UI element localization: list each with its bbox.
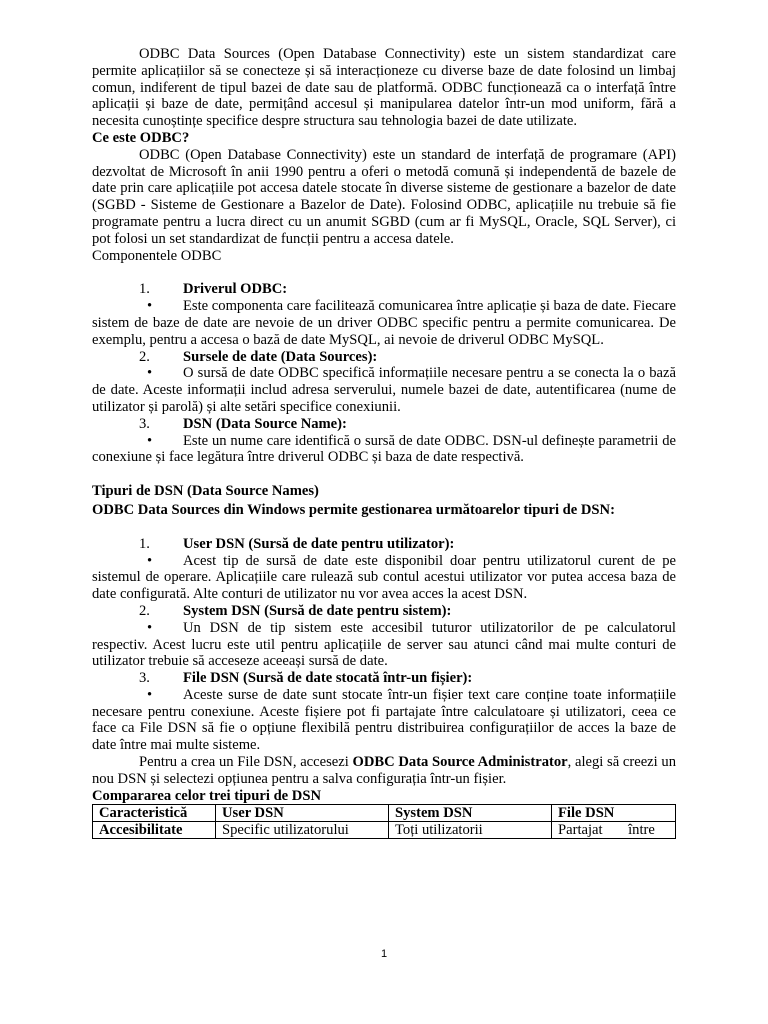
table-header-cell: System DSN bbox=[389, 805, 552, 822]
component-3-title: 3. DSN (Data Source Name): bbox=[139, 415, 347, 432]
page-number: 1 bbox=[380, 948, 388, 960]
file-dsn-paragraph: Pentru a crea un File DSN, accesezi ODBC Data Source Administrator, alegi să creezi un nou DSN și selectezi opțiunea pentru a salva configurația într-un fișier. bbox=[92, 754, 676, 787]
dsn-type-3-text: • Aceste surse de date sunt stocate într-un fișier text care conține toate informațiile necesare pentru conexiune. Aceste fișiere pot fi partajate între calculatoare și utilizatori, ceea ce face ca File DSN să fie o opțiune flexibilă pentru distribuirea configurațiilor de acces la baze de date între mai multe sisteme. bbox=[92, 686, 676, 754]
component-2-title: 2. Sursele de date (Data Sources): bbox=[139, 348, 378, 365]
dsn-types-heading: Tipuri de DSN (Data Source Names) bbox=[92, 483, 319, 500]
components-heading: Componentele ODBC bbox=[92, 247, 222, 264]
dsn-type-1-title: 1. User DSN (Sursă de date pentru utilizator): bbox=[139, 535, 455, 552]
comparison-title: Compararea celor trei tipuri de DSN bbox=[92, 787, 322, 804]
table-header-cell: File DSN bbox=[552, 805, 676, 822]
table-cell: Accesibilitate bbox=[93, 822, 216, 839]
component-1-title: 1. Driverul ODBC: bbox=[139, 281, 288, 298]
table-header-cell: Caracteristică bbox=[93, 805, 216, 822]
component-1-text: • Este componenta care facilitează comunicarea între aplicație și baza de date. Fiecare sistem de baze de date are nevoie de un driver ODBC specific pentru a permite comunicarea. De exemplu, pentru a accesa o bază de date MySQL, ai nevoie de driverul ODBC MySQL. bbox=[92, 298, 676, 348]
dsn-type-1-text: • Acest tip de sursă de date este disponibil doar pentru utilizatorul curent de pe sistemul de operare. Aplicațiile care rulează sub contul acestui utilizator vor putea accesa baza de date configurată. Alte conturi de utilizator nu vor avea acces la acest DSN. bbox=[92, 552, 676, 603]
table-row bbox=[93, 822, 676, 839]
document-page bbox=[92, 46, 676, 839]
what-is-odbc-paragraph: ODBC (Open Database Connectivity) este un standard de interfață de programare (API) dezvoltat de Microsoft în anii 1990 pentru a oferi o metodă comună și independentă de bazele de date prin care aplicațiile pot accesa datele stocate în diverse sisteme de gestionare a bazelor de date (SGBD - Sisteme de Gestionare a Bazelor de Date). Folosind ODBC, aplicațiile nu trebuie să fie programate pentru a lucra direct cu un anumit SGBD (cum ar fi MySQL, Oracle, SQL Server), ci pot folosi un set standardizat de funcții pentru a accesa datele. bbox=[92, 146, 676, 247]
intro-paragraph: ODBC Data Sources (Open Database Connectivity) este un sistem standardizat care permite aplicațiilor să se conecteze și să interacționeze cu diverse baze de date folosind un limbaj comun, indiferent de tipul bazei de date sau de platformă. ODBC funcționează ca o interfață între aplicații și baze de date, permițând accesul și manipularea datelor într-un mod uniform, fără a necesita cunoștințe specifice despre structura sau tehnologia bazei de date utilizate. bbox=[92, 46, 676, 130]
table-header-cell: User DSN bbox=[216, 805, 389, 822]
component-3-text: • Este un nume care identifică o sursă de date ODBC. DSN-ul definește parametrii de conexiune și face legătura între driverul ODBC și baza de date respectivă. bbox=[92, 432, 676, 466]
dsn-type-2-title: 2. System DSN (Sursă de date pentru sistem): bbox=[139, 602, 452, 619]
table-cell: Toți utilizatorii bbox=[389, 822, 552, 839]
heading-what-is-odbc: Ce este ODBC? bbox=[92, 129, 190, 146]
table-cell: Partajat între bbox=[552, 822, 676, 839]
table-header-row bbox=[93, 805, 676, 822]
table-cell: Specific utilizatorului bbox=[216, 822, 389, 839]
dsn-type-3-title: 3. File DSN (Sursă de date stocată într-un fișier): bbox=[139, 670, 473, 687]
dsn-windows-heading: ODBC Data Sources din Windows permite gestionarea următoarelor tipuri de DSN: bbox=[92, 501, 615, 518]
dsn-type-2-text: • Un DSN de tip sistem este accesibil tuturor utilizatorilor de pe calculatorul respectiv. Acest lucru este util pentru aplicațiile de server sau atunci când mai multe conturi de utilizator trebuie să acceseze aceeași sursă de date. bbox=[92, 619, 676, 670]
component-2-text: • O sursă de date ODBC specifică informațiile necesare pentru a se conecta la o bază de date. Aceste informații includ adresa serverului, numele bazei de date, autentificarea (nume de utilizator și parolă) și alte setări specifice conexiunii. bbox=[92, 365, 676, 415]
comparison-table bbox=[92, 804, 676, 839]
